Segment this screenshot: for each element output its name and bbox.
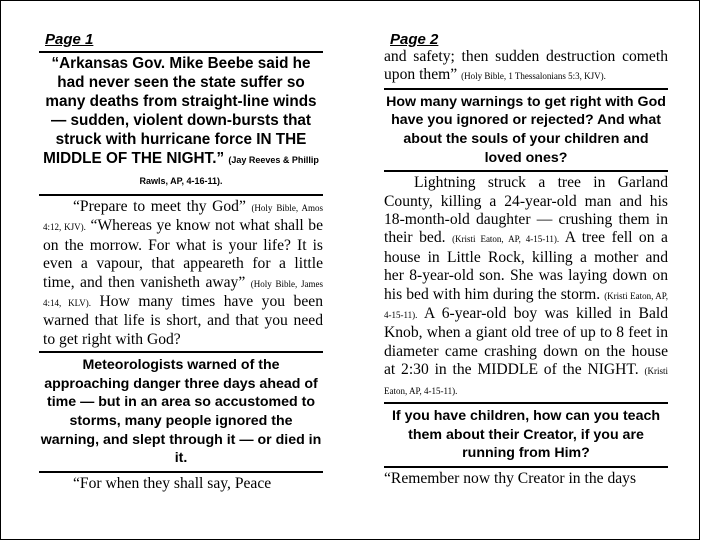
page-2-footer-text: “Remember now thy Creator in the days	[384, 469, 637, 487]
page-2-paragraph	[384, 174, 668, 400]
divider	[39, 351, 323, 353]
body-text: “Prepare to meet thy God”	[73, 198, 252, 215]
headline-citation: (Jay Reeves & Phillip Rawls, AP, 4-16-11).	[139, 155, 319, 186]
page-2-continuation	[384, 48, 668, 86]
page-1-column	[39, 31, 323, 493]
citation: (Holy Bible, James 4:14, KLV).	[43, 278, 323, 309]
divider	[384, 402, 668, 404]
headline-quote: “Arkansas Gov. Mike Beebe said he had never seen the state suffer so many deaths from straight-line winds — sudden, violent down-bursts that struck with hurricane force IN THE MIDDLE OF THE NIGHT.”	[43, 55, 317, 167]
headline-quote-box	[39, 53, 323, 192]
callout-meteorologists: Meteorologists warned of the approaching danger three days ahead of time — but in an area so accustomed to storms, many people ignored the warning, and slept through it — or died in it.	[40, 357, 322, 467]
body-text: A 6-year-old boy was killed in Bald Knob, when a giant old tree of up to 8 feet in diameter came crashing down on the house at 2:30 in the MIDDLE of the NIGHT.	[384, 305, 668, 379]
divider	[39, 194, 323, 196]
divider	[384, 466, 668, 468]
body-text: Lightning struck a tree in Garland County, killing a 24-year-old man and his 18-month-old daughter — crushing them in their bed.	[384, 174, 668, 247]
divider	[39, 471, 323, 473]
question-warnings: How many warnings to get right with God have you ignored or rejected? And what about the souls of your children and loved ones?	[386, 93, 666, 166]
body-text: A tree fell on a house in Little Rock, killing a mother and her 8-year-old son. She was laying down on his bed with him during the storm.	[384, 229, 668, 303]
divider	[384, 88, 668, 90]
page-2-label: Page 2	[390, 31, 439, 48]
page-1-paragraph	[39, 198, 323, 349]
continuation-text: and safety; then sudden destruction cometh upon them”	[384, 48, 668, 84]
divider	[384, 170, 668, 172]
body-text: “Whereas ye know not what shall be on the morrow. For what is your life? It is even a vapour, that appeareth for a little time, and then vanisheth away”	[43, 217, 324, 291]
citation: (Holy Bible, Amos 4:12, KJV).	[43, 203, 323, 233]
page-1-footer-text: “For when they shall say, Peace	[73, 474, 272, 492]
continuation-citation: (Holy Bible, 1 Thessalonians 5:3, KJV).	[461, 71, 606, 82]
page-2-column	[384, 31, 668, 488]
body-text: How many times have you been warned that life is short, and that you need to get right with God?	[43, 293, 323, 348]
page-1-label: Page 1	[45, 31, 94, 48]
citation: (Kristi Eaton, AP, 4-15-11).	[452, 234, 560, 245]
citation: (Kristi Eaton, AP, 4-15-11).	[384, 366, 668, 396]
question-children: If you have children, how can you teach them about their Creator, if you are running from Him?	[391, 408, 661, 462]
citation: (Kristi Eaton, AP, 4-15-11).	[384, 290, 668, 321]
